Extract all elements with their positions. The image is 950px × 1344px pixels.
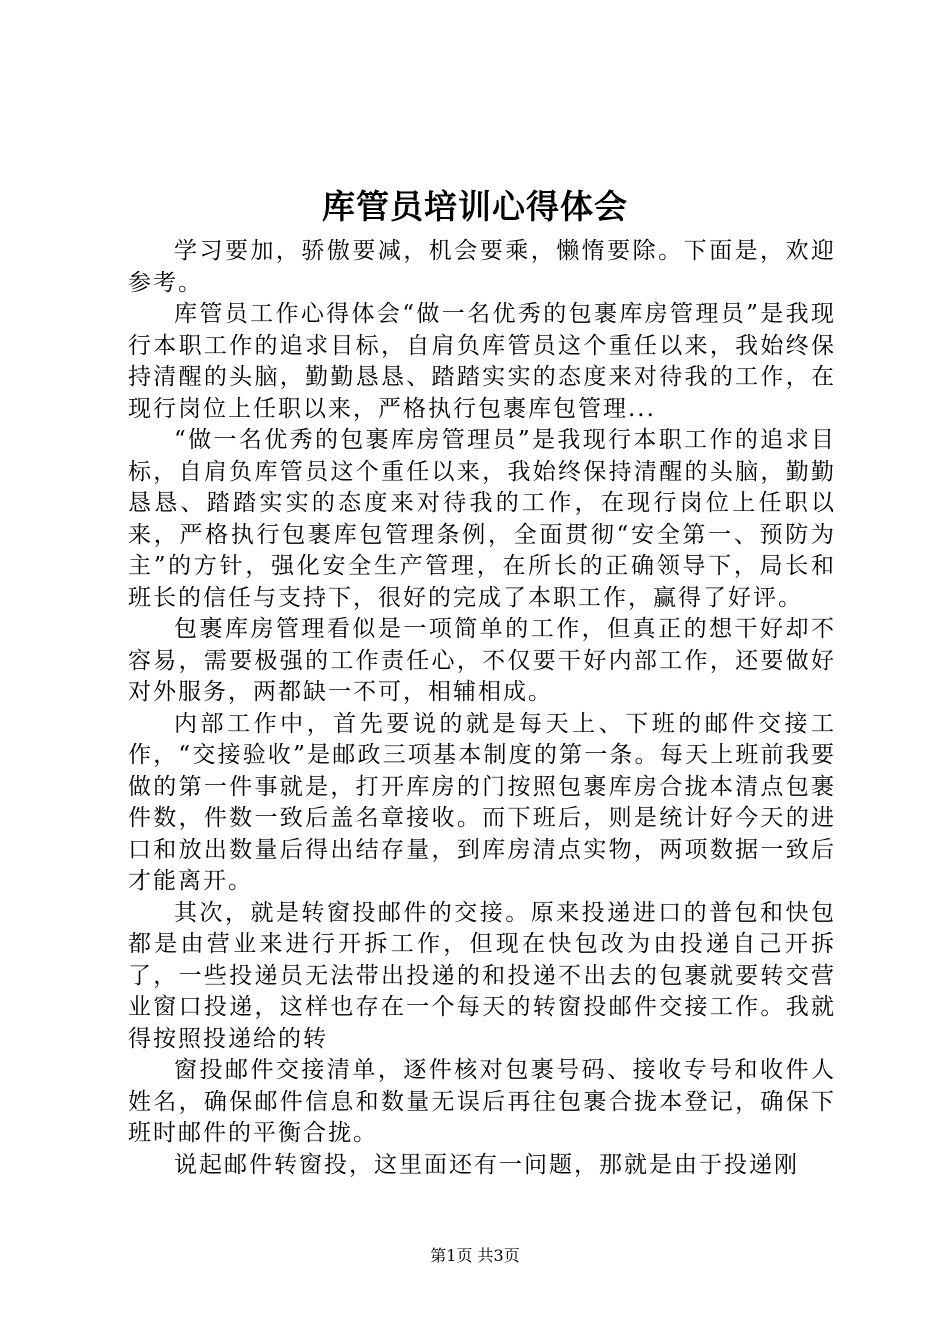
document-body [128,236,836,1181]
paragraph-internal-work: 内部工作中，首先要说的就是每天上、下班的邮件交接工作，“交接验收”是邮政三项基本制度的第一条。每天上班前我要做的第一件事就是，打开库房的门按照包裹库房合拢本清点包裹件数，件数一致后盖名章接收。而下班后，则是统计好今天的进口和放出数量后得出结存量，到库房清点实物，两项数据一致后才能离开。 [128,710,836,894]
paragraph-management: 包裹库房管理看似是一项简单的工作，但真正的想干好却不容易，需要极强的工作责任心，不仅要干好内部工作，还要做好对外服务，两都缺一不可，相辅相成。 [128,616,836,705]
paragraph-window-handover: 其次，就是转窗投邮件的交接。原来投递进口的普包和快包都是由营业来进行开拆工作，但现在快包改为由投递自己开拆了，一些投递员无法带出投递的和投递不出去的包裹就要转交营业窗口投递，这样也存在一个每天的转窗投邮件交接工作。我就得按照投递给的转 [128,899,836,1052]
paragraph-goal: “做一名优秀的包裹库房管理员”是我现行本职工作的追求目标，自肩负库管员这个重任以来，我始终保持清醒的头脑，勤勤恳恳、踏踏实实的态度来对待我的工作，在现行岗位上任职以来，严格执行包裹库包管理条例，全面贯彻“安全第一、预防为主”的方针，强化安全生产管理，在所长的正确领导下，局长和班长的信任与支持下，很好的完成了本职工作，赢得了好评。 [128,427,836,611]
paragraph-summary: 库管员工作心得体会“做一名优秀的包裹库房管理员”是我现行本职工作的追求目标，自肩负库管员这个重任以来，我始终保持清醒的头脑，勤勤恳恳、踏踏实实的态度来对待我的工作，在现行岗位上任职以来，严格执行包裹库包管理... [128,301,836,422]
paragraph-handover-list: 窗投邮件交接清单，逐件核对包裹号码、接收专号和收件人姓名，确保邮件信息和数量无误后再往包裹合拢本登记，确保下班时邮件的平衡合拢。 [128,1057,836,1146]
document-title: 库管员培训心得体会 [322,187,628,226]
page-footer: 第1页 共3页 [430,1246,520,1265]
paragraph-intro: 学习要加，骄傲要减，机会要乘，懒惰要除。下面是，欢迎参考。 [128,238,836,296]
paragraph-window-issue: 说起邮件转窗投，这里面还有一问题，那就是由于投递刚 [174,1151,799,1178]
